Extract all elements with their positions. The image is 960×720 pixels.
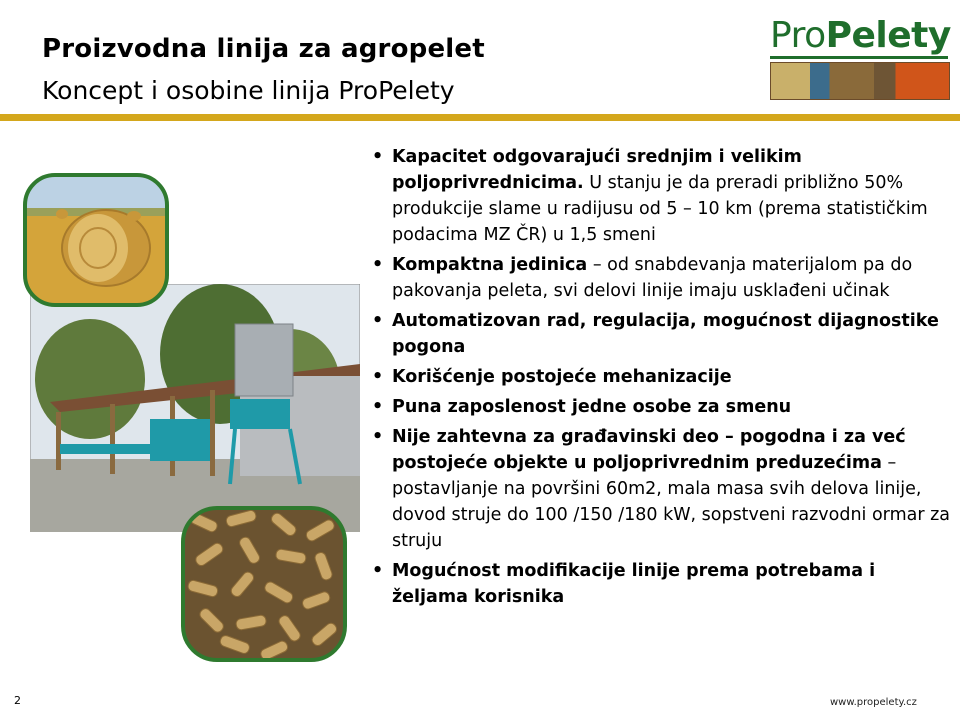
page-number: 2 bbox=[14, 694, 21, 707]
list-item bbox=[370, 364, 955, 390]
bullet-text: – od snabdevanja materijalom pa do pakovanja peleta, svi delovi linije imaju usklađeni učinak bbox=[392, 255, 913, 301]
pellets-photo bbox=[180, 505, 348, 663]
logo-pelety: Pelety bbox=[825, 15, 951, 56]
bullet-text: – postavljanje na površini 60m2, mala masa svih delova linije, dovod struje do 100 /150 /180 kW, sopstveni razvodni ormar za struju bbox=[392, 453, 951, 551]
list-item bbox=[370, 424, 955, 554]
straw-bale-photo bbox=[22, 172, 170, 308]
bullet-bold: Kompaktna jedinica bbox=[392, 255, 588, 275]
bullet-text: U stanju je da preradi približno 50% produkcije slame u radijusu od 5 – 10 km (prema statističkim podacima MZ ČR) u 1,5 smeni bbox=[392, 173, 928, 245]
bullet-bold: Nije zahtevna za građavinski deo – pogodna i za već postojeće objekte u poljoprivrednim preduzećima bbox=[392, 427, 906, 473]
list-item bbox=[370, 144, 955, 248]
slide-title: Proizvodna linija za agropelet bbox=[42, 34, 485, 64]
slide-subtitle: Koncept i osobine linija ProPelety bbox=[42, 76, 455, 105]
bullet-bold: Automatizovan rad, regulacija, mogućnost dijagnostike pogona bbox=[392, 311, 939, 357]
bullet-bold: Korišćenje postojeće mehanizacije bbox=[392, 367, 732, 387]
list-item bbox=[370, 308, 955, 360]
logo-photo-strip bbox=[770, 62, 950, 100]
bullet-bold: Puna zaposlenost jedne osobe za smenu bbox=[392, 397, 792, 417]
propelety-logo bbox=[768, 14, 950, 100]
logo-pro: Pro bbox=[770, 15, 826, 56]
header-divider bbox=[0, 114, 960, 121]
logo-underline bbox=[770, 56, 948, 59]
logo-wordmark bbox=[770, 14, 951, 58]
bullet-bold: Mogućnost modifikacije linije prema potrebama i željama korisnika bbox=[392, 561, 876, 607]
list-item bbox=[370, 252, 955, 304]
bullet-bold: Kapacitet odgovarajući srednjim i velikim poljoprivrednicima. bbox=[392, 147, 802, 193]
list-item bbox=[370, 558, 955, 610]
list-item bbox=[370, 394, 955, 420]
production-line-photo bbox=[30, 284, 360, 532]
features-list bbox=[370, 144, 955, 614]
footer-url: www.propelety.cz bbox=[830, 697, 917, 708]
